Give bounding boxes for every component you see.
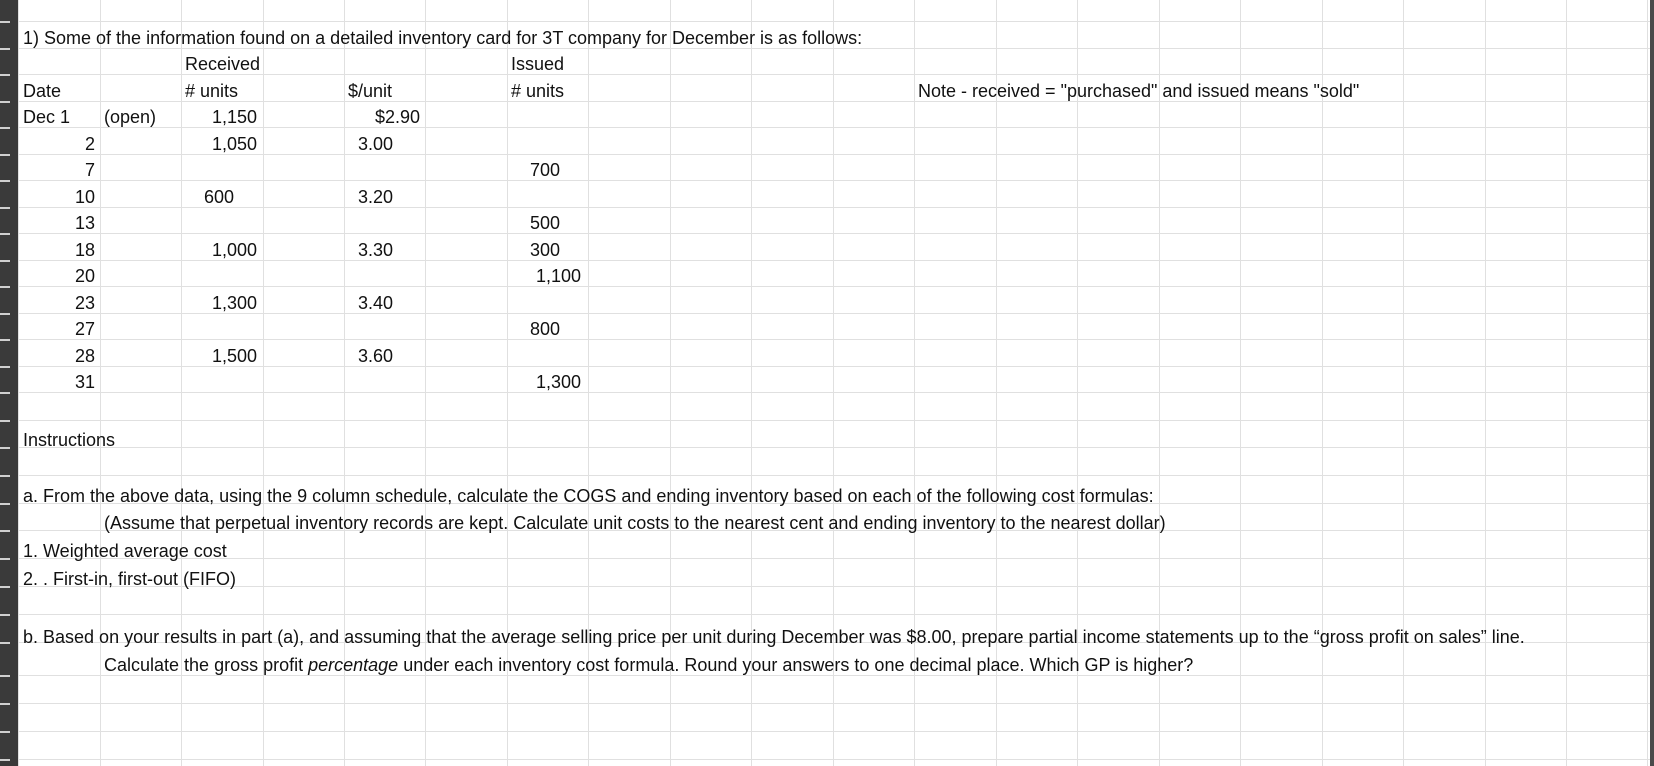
date-cell[interactable]: 28 [74, 346, 95, 366]
row-tick [0, 503, 10, 505]
row-tick [0, 614, 10, 616]
part-b-text[interactable]: b. Based on your results in part (a), and assuming that the average selling price per unit during December was $8.00, prepare partial income statements up to the “gross profit on sales” line. [23, 627, 1525, 647]
row-tick [0, 74, 10, 76]
date-cell[interactable]: 13 [74, 213, 95, 233]
row-tick [0, 207, 10, 209]
row-header-bar [0, 0, 18, 766]
part-b2-post: under each inventory cost formula. Round your answers to one decimal place. Which GP is higher? [398, 655, 1194, 675]
date-cell[interactable]: 20 [74, 266, 95, 286]
unit-cost-header[interactable]: $/unit [348, 81, 393, 101]
unit-cost-cell[interactable]: 3.00 [358, 134, 394, 154]
row-tick [0, 475, 10, 477]
row-tick [0, 101, 10, 103]
issued-header[interactable]: Issued [511, 54, 565, 74]
window-edge [1650, 0, 1654, 766]
part-a-text[interactable]: a. From the above data, using the 9 column schedule, calculate the COGS and ending inventory based on each of the following cost formulas: [23, 486, 1154, 506]
row-tick [0, 21, 10, 23]
row-tick [0, 703, 10, 705]
row-tick [0, 313, 10, 315]
issued-units-header[interactable]: # units [511, 81, 565, 101]
row-tick [0, 530, 10, 532]
row-tick [0, 420, 10, 422]
spreadsheet-grid[interactable] [18, 0, 1650, 766]
part-a-note[interactable]: (Assume that perpetual inventory records are kept. Calculate unit costs to the nearest cent and ending inventory to the nearest dollar) [104, 513, 1166, 533]
date-cell[interactable]: 31 [74, 372, 95, 392]
unit-cost-cell[interactable]: 3.20 [358, 187, 394, 207]
row-tick [0, 233, 10, 235]
unit-cost-cell[interactable]: 3.40 [358, 293, 394, 313]
row-tick [0, 48, 10, 50]
issued-units-cell[interactable]: 700 [530, 160, 561, 180]
row-tick [0, 127, 10, 129]
part-b-second-line[interactable] [104, 655, 1193, 675]
date-cell[interactable]: 23 [74, 293, 95, 313]
issued-units-cell[interactable]: 1,300 [536, 372, 582, 392]
row-tick [0, 731, 10, 733]
row-tick [0, 675, 10, 677]
received-units-header[interactable]: # units [185, 81, 239, 101]
method-2-cell[interactable]: 2. . First-in, first-out (FIFO) [23, 569, 237, 589]
row-tick [0, 759, 10, 761]
instructions-label[interactable]: Instructions [23, 430, 116, 450]
date-cell[interactable]: 7 [84, 160, 95, 180]
date-column-header[interactable]: Date [23, 81, 62, 101]
row-tick [0, 642, 10, 644]
received-header[interactable]: Received [185, 54, 261, 74]
unit-cost-cell[interactable]: $2.90 [374, 107, 420, 127]
row-tick [0, 260, 10, 262]
date-cell[interactable]: 27 [74, 319, 95, 339]
received-units-cell[interactable]: 1,000 [211, 240, 257, 260]
received-units-cell[interactable]: 1,500 [211, 346, 257, 366]
row-tick [0, 447, 10, 449]
unit-cost-cell[interactable]: 3.60 [358, 346, 394, 366]
issued-units-cell[interactable]: 1,100 [536, 266, 582, 286]
issued-units-cell[interactable]: 500 [530, 213, 561, 233]
row-tick [0, 286, 10, 288]
note-cell[interactable]: Note - received = "purchased" and issued means "sold" [918, 81, 1360, 101]
method-1-cell[interactable]: 1. Weighted average cost [23, 541, 227, 561]
received-units-cell[interactable]: 1,300 [211, 293, 257, 313]
issued-units-cell[interactable]: 300 [530, 240, 561, 260]
row-tick [0, 586, 10, 588]
unit-cost-cell[interactable]: 3.30 [358, 240, 394, 260]
part-b2-pre: Calculate the gross profit [104, 655, 309, 675]
row-tick [0, 339, 10, 341]
date-cell[interactable]: 10 [74, 187, 95, 207]
received-units-cell[interactable]: 600 [204, 187, 235, 207]
date-cell[interactable]: 18 [74, 240, 95, 260]
row-tick [0, 180, 10, 182]
open-tag-cell[interactable]: (open) [104, 107, 157, 127]
date-cell[interactable]: Dec 1 [23, 107, 71, 127]
issued-units-cell[interactable]: 800 [530, 319, 561, 339]
row-tick [0, 366, 10, 368]
row-tick [0, 558, 10, 560]
percentage-emphasis: percentage [308, 655, 399, 675]
row-tick [0, 392, 10, 394]
row-tick [0, 154, 10, 156]
date-cell[interactable]: 2 [84, 134, 95, 154]
received-units-cell[interactable]: 1,150 [211, 107, 257, 127]
received-units-cell[interactable]: 1,050 [211, 134, 257, 154]
title-line[interactable]: 1) Some of the information found on a detailed inventory card for 3T company for December is as follows: [23, 28, 863, 48]
